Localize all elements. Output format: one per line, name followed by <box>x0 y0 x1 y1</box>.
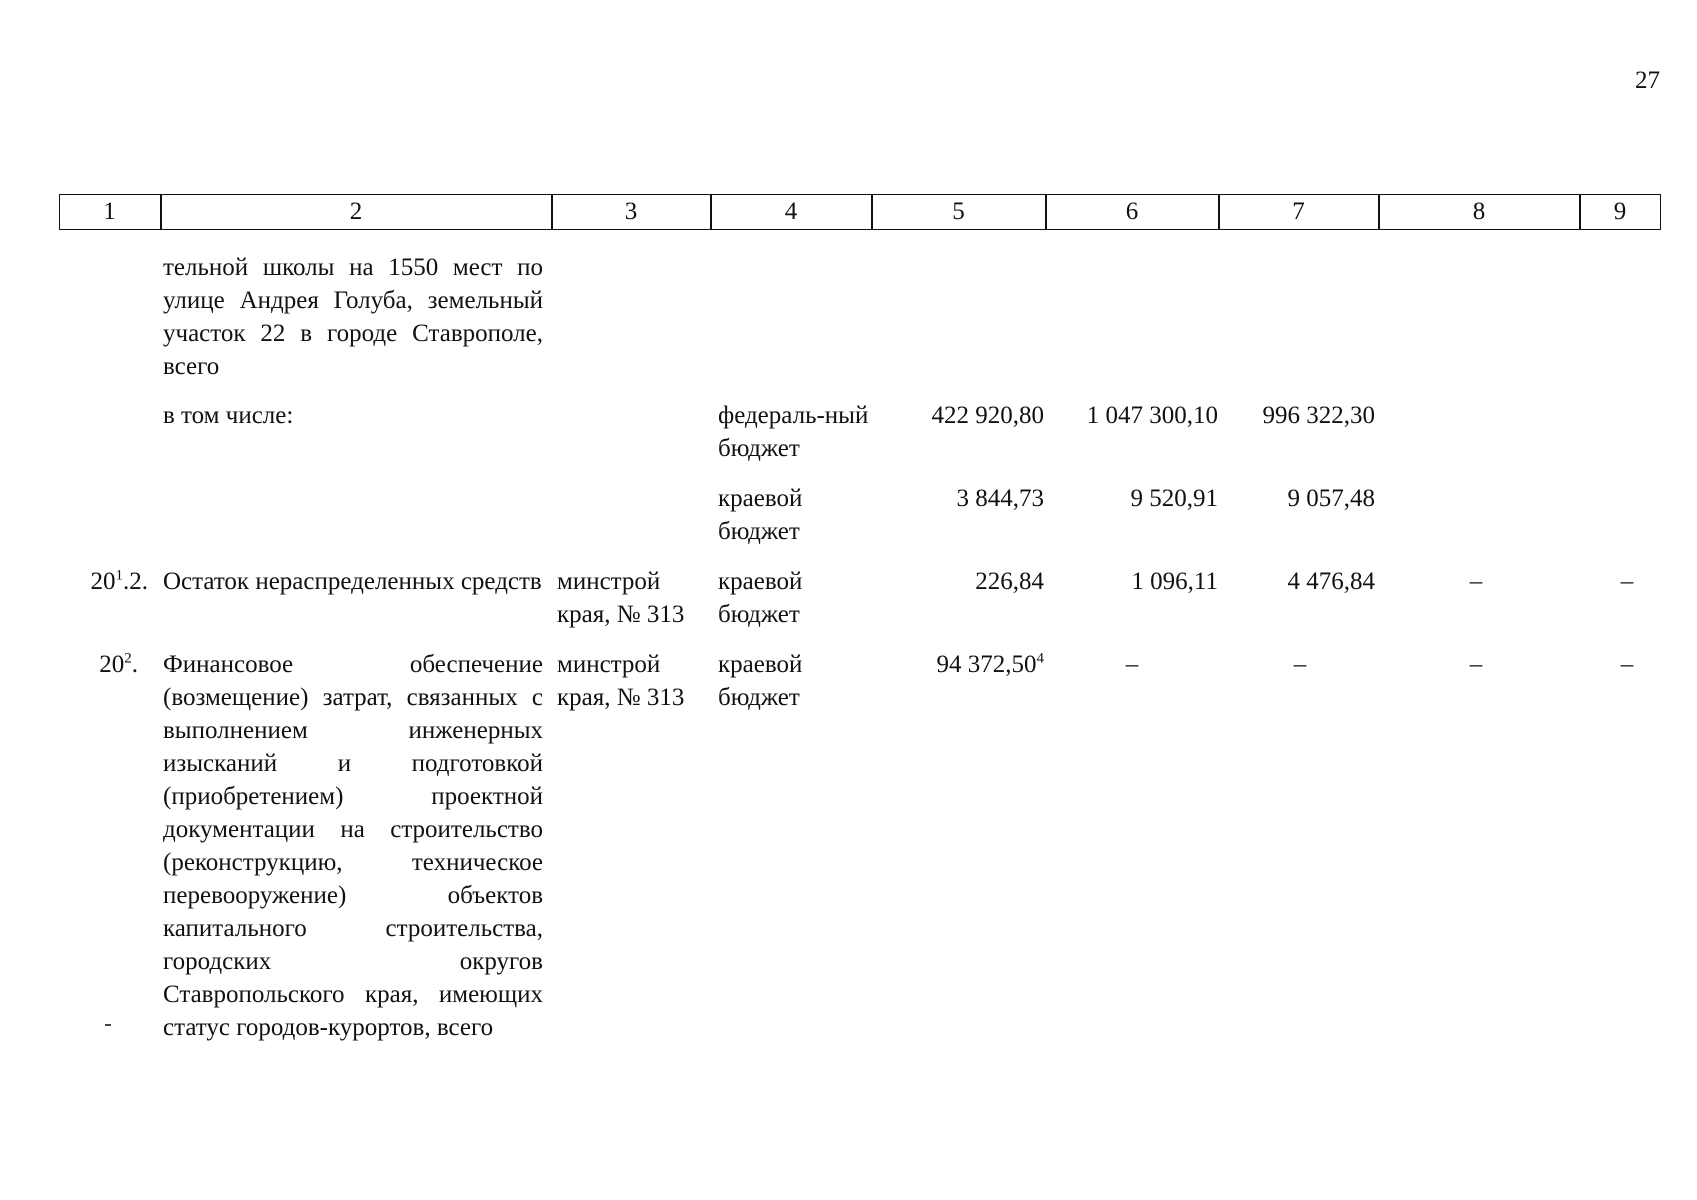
row-20-2-col7: – <box>1293 651 1307 678</box>
federal-col6-value: 1 047 300,10 <box>1086 402 1218 429</box>
row-20-2-source: краевой бюджет <box>718 651 803 711</box>
regional-col6-value: 9 520,91 <box>1130 485 1218 512</box>
row-20-1-2-number: $20^1.2$. <box>90 567 148 595</box>
federal-budget-source: федераль-ный бюджет <box>718 402 869 462</box>
row-20-2-description: Финансовое обеспечение (возмещение) затрат, связанных с выполнением инженерных изысканий и подготовкой (приобретением) проектной документации на строительство (реконструкцию, техническое перевооружение) объектов капитального строительства, городских округов Ставропольского края, имеющих статус городов-курортов, всего <box>163 651 543 1041</box>
scan-artifact-mark <box>105 1024 111 1026</box>
continuation-description: тельной школы на 1550 мест по улице Андрея Голуба, земельный участок 22 в городе Ставрополе, всего <box>163 254 543 380</box>
row-20-1-2-col9: – <box>1620 568 1634 595</box>
column-header-5: 5 <box>872 194 1046 230</box>
column-header-6: 6 <box>1046 194 1219 230</box>
regional-col7-value: 9 057,48 <box>1287 485 1375 512</box>
column-header-4: 4 <box>711 194 872 230</box>
row-20-2-col6: – <box>1125 651 1139 678</box>
column-header-7: 7 <box>1219 194 1379 230</box>
row-20-1-2-col5: 226,84 <box>975 568 1044 595</box>
column-header-8: 8 <box>1379 194 1580 230</box>
row-20-1-2-executor: минстрой края, № 313 <box>557 568 685 628</box>
column-header-9: 9 <box>1580 194 1661 230</box>
row-20-2-number: $20^2$. <box>99 650 138 678</box>
column-header-2: 2 <box>161 194 552 230</box>
row-20-2-col9: – <box>1620 651 1634 678</box>
row-20-1-2-col6: 1 096,11 <box>1131 568 1218 595</box>
regional-budget-source: краевой бюджет <box>718 485 803 545</box>
column-header-3: 3 <box>552 194 711 230</box>
federal-col7-value: 996 322,30 <box>1262 402 1375 429</box>
column-header-1: 1 <box>59 194 161 230</box>
row-20-2-executor: минстрой края, № 313 <box>557 651 685 711</box>
row-20-2-col5: 94 372,50$^4$ <box>936 650 1044 678</box>
regional-col5-value: 3 844,73 <box>956 485 1044 512</box>
row-20-2-col8: – <box>1469 651 1483 678</box>
page-number: 27 <box>1635 67 1660 94</box>
including-label: в том числе: <box>163 402 294 429</box>
row-20-1-2-col8: – <box>1469 568 1483 595</box>
row-20-1-2-description: Остаток нераспределенных средств <box>163 568 542 595</box>
row-20-1-2-col7: 4 476,84 <box>1287 568 1375 595</box>
federal-col5-value: 422 920,80 <box>931 402 1044 429</box>
row-20-1-2-source: краевой бюджет <box>718 568 803 628</box>
table-column-header-row <box>60 194 1660 230</box>
